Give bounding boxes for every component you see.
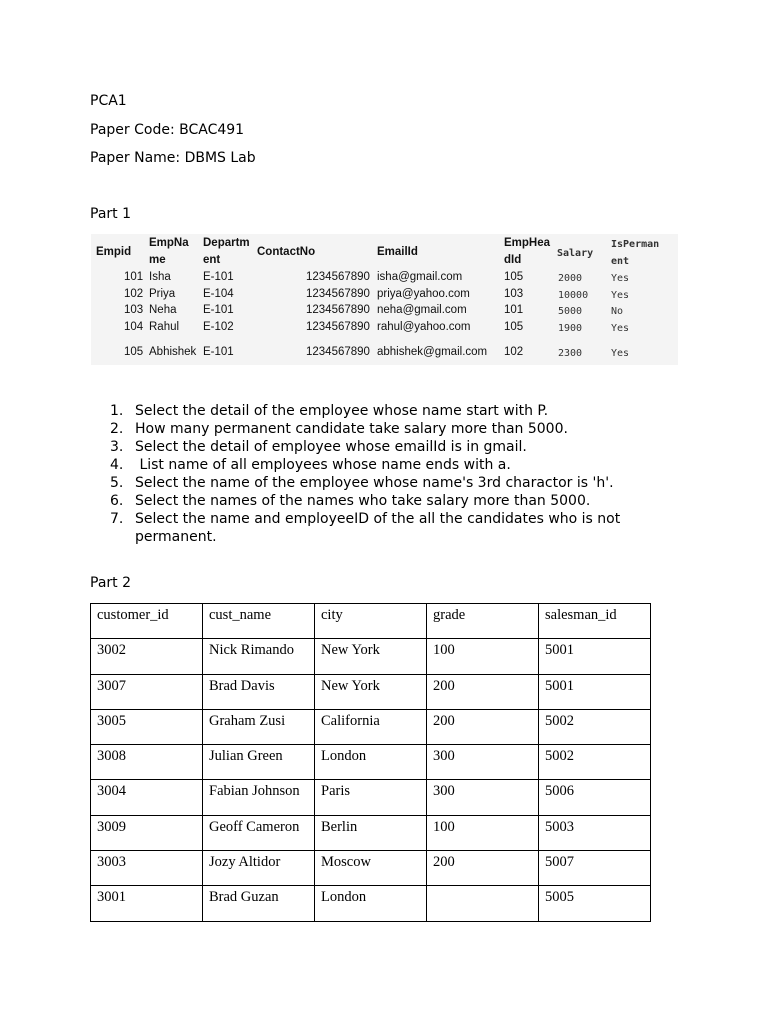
table-row xyxy=(91,851,651,886)
question-text: How many permanent candidate take salary more than 5000. xyxy=(135,421,568,437)
header-email: EmailId xyxy=(377,246,418,258)
p1-cell-email: neha@gmail.com xyxy=(377,304,467,316)
table-row xyxy=(91,639,651,674)
p1-cell-contact: 1234567890 xyxy=(306,288,370,300)
table-cell: 5006 xyxy=(539,780,651,815)
list-item xyxy=(110,492,670,510)
table-cell: California xyxy=(315,709,427,744)
table-cell: Nick Rimando xyxy=(203,639,315,674)
list-number: 7. xyxy=(110,511,124,527)
list-item xyxy=(110,474,670,492)
part1-employee-table xyxy=(91,234,678,365)
p1-cell-dept: E-101 xyxy=(203,346,234,358)
part2-customer-table xyxy=(90,603,651,922)
table-cell: 3003 xyxy=(91,851,203,886)
doc-title: PCA1 xyxy=(90,93,127,109)
p1-cell-perm: Yes xyxy=(611,348,630,359)
p1-cell-contact: 1234567890 xyxy=(306,321,370,333)
table-cell: New York xyxy=(315,674,427,709)
p1-cell-perm: No xyxy=(611,306,624,317)
header-empname-2: me xyxy=(149,254,166,266)
p1-cell-dept: E-102 xyxy=(203,321,234,333)
table-cell: 5001 xyxy=(539,639,651,674)
p1-cell-name: Neha xyxy=(149,304,177,316)
part2-label: Part 2 xyxy=(90,575,131,591)
table-header-row xyxy=(91,604,651,639)
table-cell: 3002 xyxy=(91,639,203,674)
list-item xyxy=(110,438,670,456)
table-cell: Julian Green xyxy=(203,745,315,780)
p1-cell-email: isha@gmail.com xyxy=(377,271,463,283)
table-cell: London xyxy=(315,886,427,921)
table-cell xyxy=(427,886,539,921)
part1-label: Part 1 xyxy=(90,206,131,222)
table-row xyxy=(91,886,651,921)
table-row xyxy=(91,815,651,850)
question-text: Select the name of the employee whose name's 3rd charactor is 'h'. xyxy=(135,475,614,491)
table-cell: 200 xyxy=(427,709,539,744)
table-cell: New York xyxy=(315,639,427,674)
header-department-1: Departm xyxy=(203,237,250,249)
table-cell: Brad Davis xyxy=(203,674,315,709)
table-cell: Graham Zusi xyxy=(203,709,315,744)
column-header: customer_id xyxy=(91,604,203,639)
p1-cell-dept: E-104 xyxy=(203,288,234,300)
p1-cell-email: rahul@yahoo.com xyxy=(377,321,471,333)
p1-cell-perm: Yes xyxy=(611,290,630,301)
table-cell: 5002 xyxy=(539,745,651,780)
list-number: 6. xyxy=(110,493,124,509)
table-cell: Fabian Johnson xyxy=(203,780,315,815)
table-cell: Jozy Altidor xyxy=(203,851,315,886)
p1-cell-head: 105 xyxy=(504,271,524,283)
table-cell: 3008 xyxy=(91,745,203,780)
header-empid: Empid xyxy=(96,246,132,258)
p1-cell-head: 103 xyxy=(504,288,524,300)
table-row xyxy=(91,709,651,744)
list-item xyxy=(110,510,670,546)
p1-cell-perm: Yes xyxy=(611,273,630,284)
list-number: 4. xyxy=(110,457,124,473)
table-cell: 3009 xyxy=(91,815,203,850)
table-cell: 5002 xyxy=(539,709,651,744)
p1-cell-name: Priya xyxy=(149,288,176,300)
p1-cell-salary: 2000 xyxy=(558,273,583,284)
table-cell: 5007 xyxy=(539,851,651,886)
p1-cell-contact: 1234567890 xyxy=(306,304,370,316)
p1-cell-salary: 2300 xyxy=(558,348,583,359)
p1-cell-head: 101 xyxy=(504,304,524,316)
table-cell: 3007 xyxy=(91,674,203,709)
list-number: 5. xyxy=(110,475,124,491)
p1-cell-salary: 5000 xyxy=(558,306,583,317)
p1-cell-empid: 103 xyxy=(124,304,144,316)
p1-cell-perm: Yes xyxy=(611,323,630,334)
table-cell: 300 xyxy=(427,780,539,815)
p1-cell-empid: 105 xyxy=(124,346,144,358)
table-row xyxy=(91,780,651,815)
table-cell: 3005 xyxy=(91,709,203,744)
p1-cell-empid: 101 xyxy=(124,271,144,283)
p1-cell-contact: 1234567890 xyxy=(306,346,370,358)
table-cell: Geoff Cameron xyxy=(203,815,315,850)
p1-cell-email: priya@yahoo.com xyxy=(377,288,470,300)
table-cell: 200 xyxy=(427,674,539,709)
column-header: salesman_id xyxy=(539,604,651,639)
table-cell: Berlin xyxy=(315,815,427,850)
p1-cell-head: 105 xyxy=(504,321,524,333)
header-empname-1: EmpNa xyxy=(149,237,189,249)
table-cell: 100 xyxy=(427,639,539,674)
table-row xyxy=(91,745,651,780)
table-cell: Moscow xyxy=(315,851,427,886)
column-header: grade xyxy=(427,604,539,639)
question-text: Select the name and employeeID of the all the candidates who is not permanent. xyxy=(135,511,621,545)
table-cell: 5003 xyxy=(539,815,651,850)
list-number: 1. xyxy=(110,403,124,419)
p1-cell-name: Isha xyxy=(149,271,171,283)
p1-cell-head: 102 xyxy=(504,346,524,358)
question-text: Select the detail of the employee whose name start with P. xyxy=(135,403,549,419)
list-item xyxy=(110,420,670,438)
p1-cell-name: Rahul xyxy=(149,321,180,333)
paper-code: Paper Code: BCAC491 xyxy=(90,122,245,138)
table-cell: 100 xyxy=(427,815,539,850)
p1-cell-contact: 1234567890 xyxy=(306,271,370,283)
list-item xyxy=(110,402,670,420)
p1-cell-empid: 104 xyxy=(124,321,144,333)
table-row xyxy=(91,674,651,709)
list-item xyxy=(110,456,670,474)
header-emphead-2: dId xyxy=(504,254,522,266)
column-header: cust_name xyxy=(203,604,315,639)
question-list xyxy=(110,402,670,546)
header-contact: ContactNo xyxy=(257,246,316,258)
table-cell: London xyxy=(315,745,427,780)
table-cell: 300 xyxy=(427,745,539,780)
header-emphead-1: EmpHea xyxy=(504,237,551,249)
header-salary: Salary xyxy=(557,248,594,259)
paper-name: Paper Name: DBMS Lab xyxy=(90,150,256,166)
p1-cell-name: Abhishek xyxy=(149,346,197,358)
p1-cell-email: abhishek@gmail.com xyxy=(377,346,488,358)
column-header: city xyxy=(315,604,427,639)
table-cell: 200 xyxy=(427,851,539,886)
p1-cell-empid: 102 xyxy=(124,288,144,300)
question-text: Select the detail of employee whose emailId is in gmail. xyxy=(135,439,527,455)
list-number: 3. xyxy=(110,439,124,455)
table-cell: Brad Guzan xyxy=(203,886,315,921)
table-cell: 3004 xyxy=(91,780,203,815)
table-cell: 3001 xyxy=(91,886,203,921)
p1-cell-dept: E-101 xyxy=(203,304,234,316)
header-ispermanent-2: ent xyxy=(611,256,630,267)
p1-cell-salary: 10000 xyxy=(558,290,589,301)
question-text: Select the names of the names who take salary more than 5000. xyxy=(135,493,591,509)
header-ispermanent-1: IsPerman xyxy=(611,239,660,250)
list-number: 2. xyxy=(110,421,124,437)
question-text: List name of all employees whose name ends with a. xyxy=(135,457,511,473)
table-cell: 5005 xyxy=(539,886,651,921)
table-cell: Paris xyxy=(315,780,427,815)
p1-cell-dept: E-101 xyxy=(203,271,234,283)
p1-cell-salary: 1900 xyxy=(558,323,583,334)
header-department-2: ent xyxy=(203,254,221,266)
table-cell: 5001 xyxy=(539,674,651,709)
